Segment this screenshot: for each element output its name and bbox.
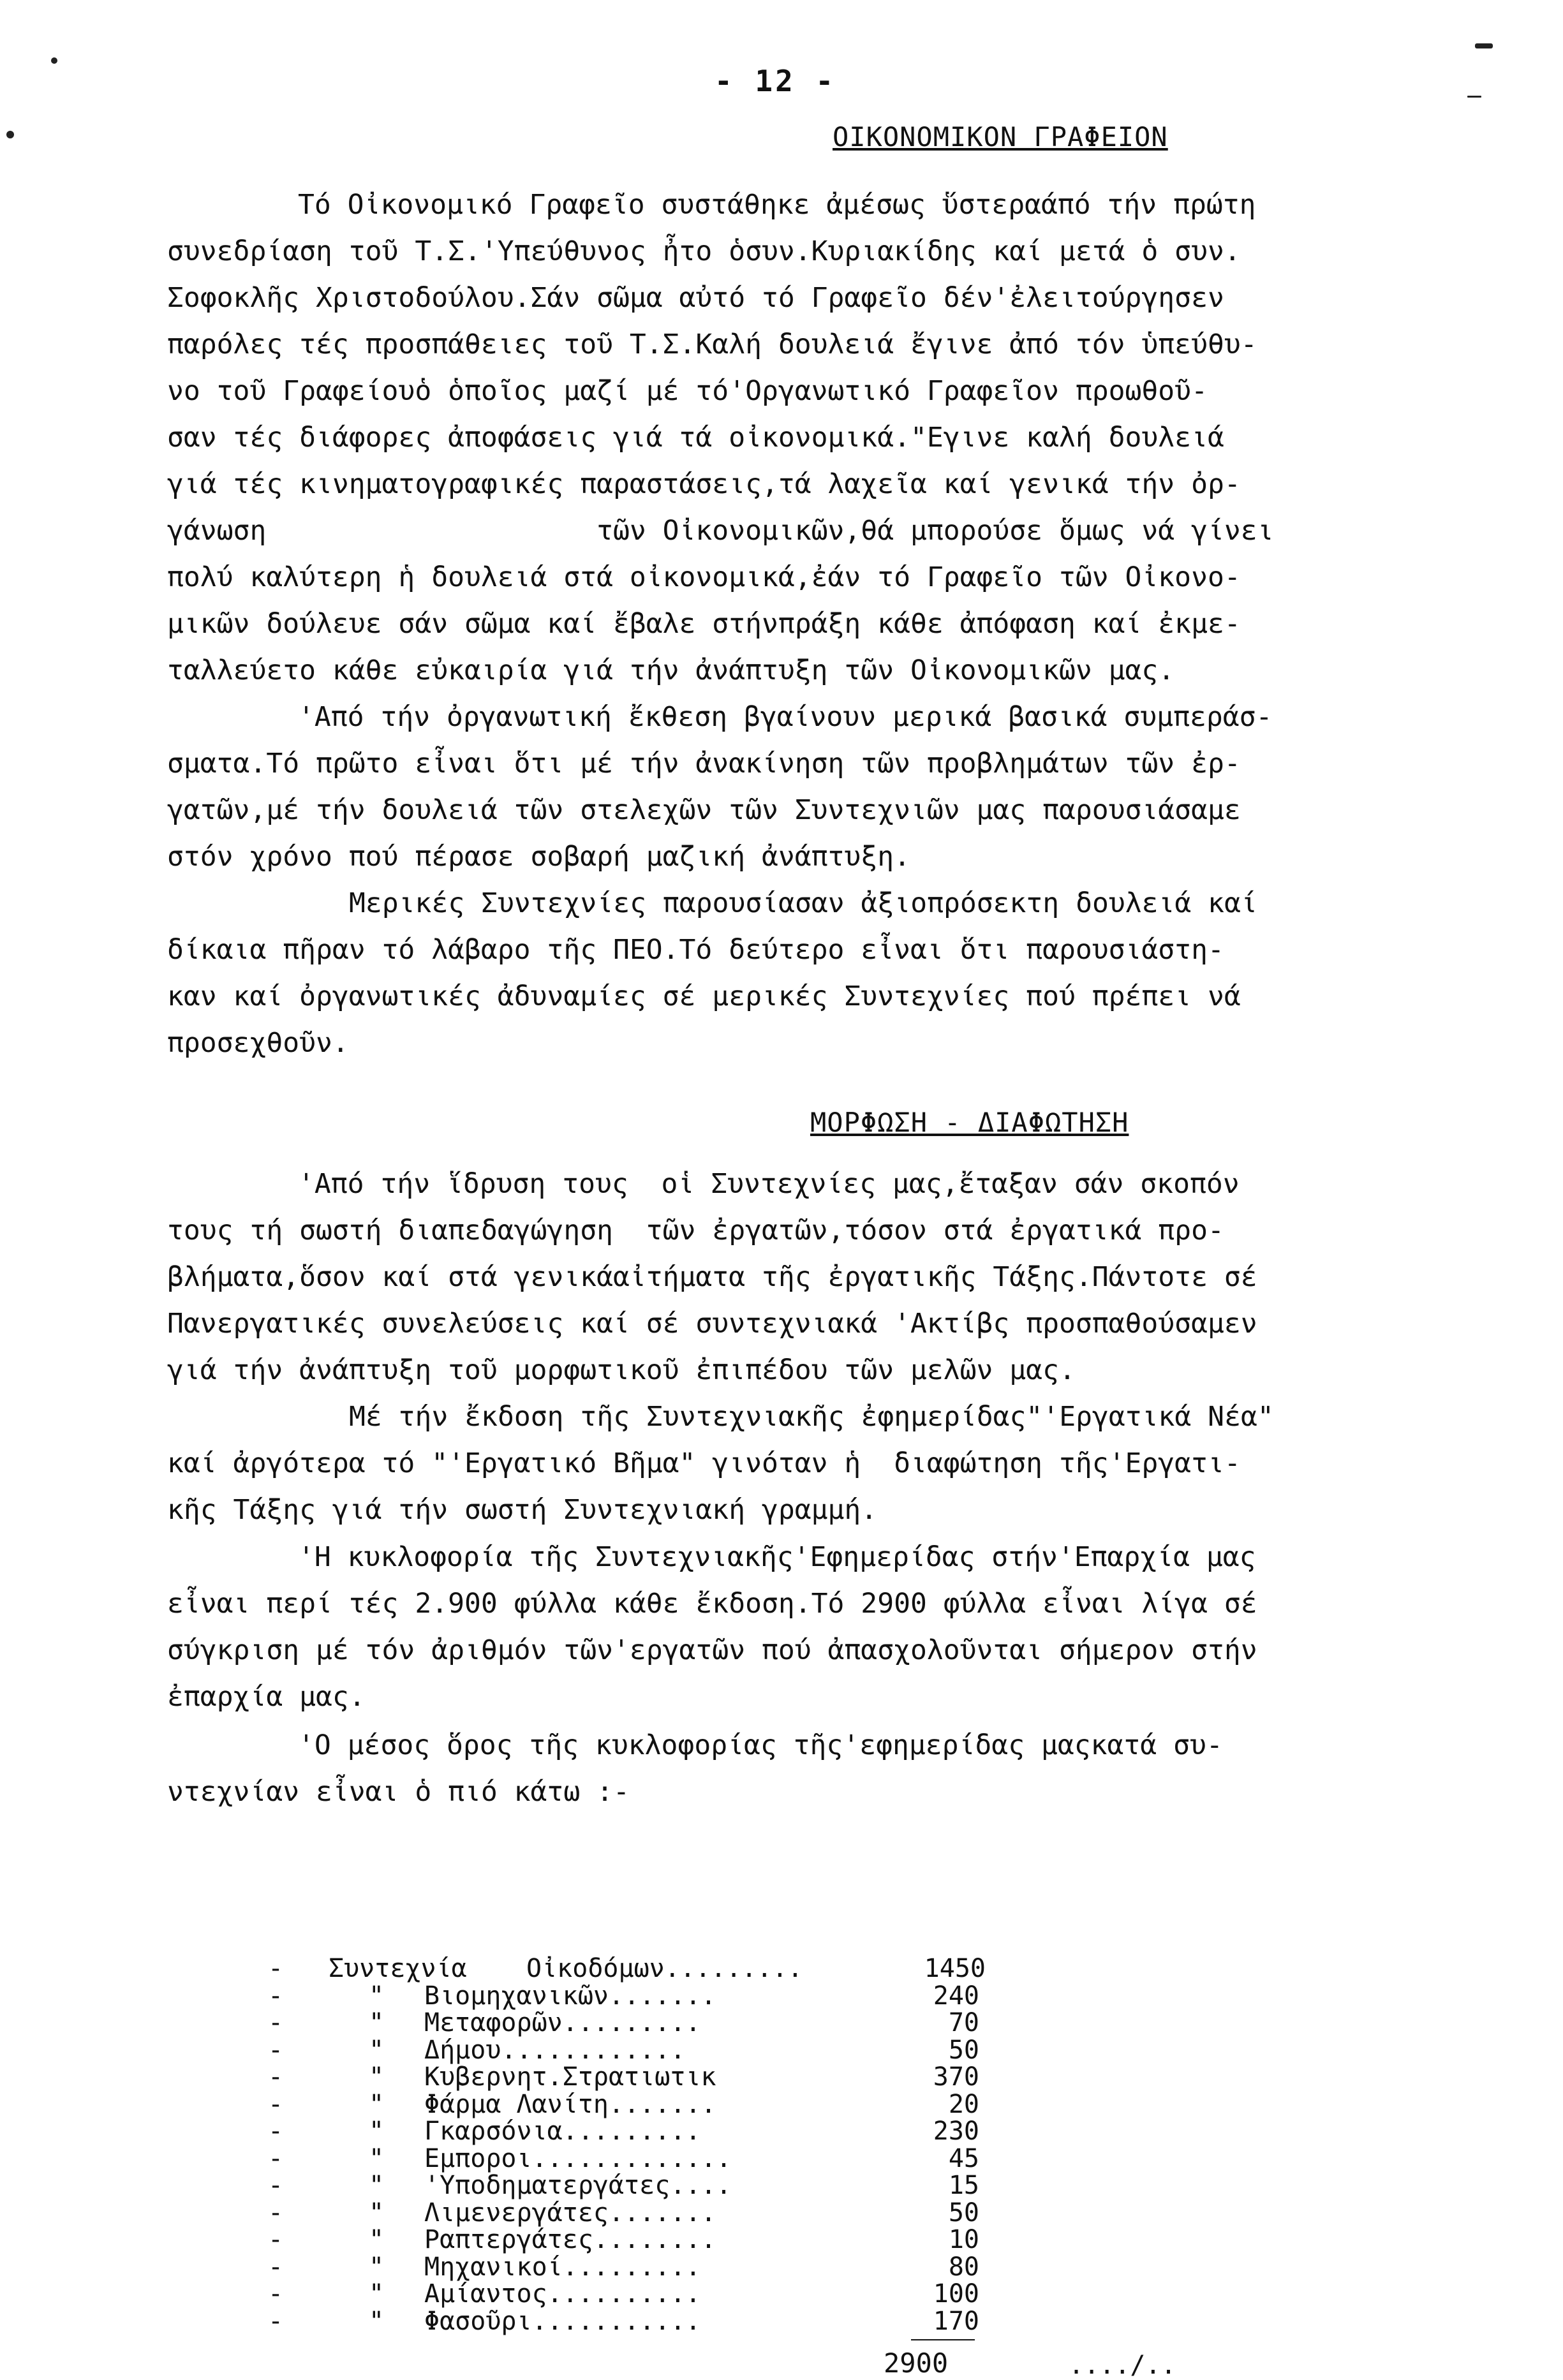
list-dash: - [268,2143,284,2173]
trade-name: Αμίαντος.......... [424,2279,701,2309]
circulation-count: 100 [933,2279,979,2309]
text-line: σαν τές διάφορες ἀποφάσεις γιά τά οἰκονομικά."Εγινε καλή δουλειά [167,422,1224,454]
scan-speck [1475,43,1493,48]
trade-name: Λιμενεργάτες....... [424,2198,716,2228]
circulation-count: 45 [948,2143,979,2173]
list-dash: - [268,2035,284,2065]
trade-name: Ραπτεργάτες........ [424,2225,716,2254]
paragraph [167,1722,1437,1815]
scan-speck [1467,96,1481,98]
ditto-mark: " [368,2117,385,2146]
list-dash: - [268,2089,284,2119]
text-line: 'Από τήν ὀργανωτική ἔκθεση βγαίνουν μερικά βασικά συμπεράσ- [298,701,1273,733]
text-line: Τό Οἰκονομικό Γραφεῖο συστάθηκε ἀμέσως ὕστεραάπό τήν πρώτη [298,189,1256,221]
table-row [268,1955,986,1983]
table-row [268,2199,986,2227]
text-line: δίκαια πῆραν τό λάβαρο τῆς ΠΕΟ.Τό δεύτερο εἶναι ὅτι παρουσιάστη- [167,934,1224,966]
trade-name: Γκαρσόνια......... [424,2117,701,2146]
circulation-count: 50 [948,2035,979,2065]
text-line: συνεδρίαση τοῦ Τ.Σ.'Υπεύθυνος ἦτο ὁσυν.Κυριακίδης καί μετά ὁ συν. [167,235,1241,267]
text-line: στόν χρόνο πού πέρασε σοβαρή μαζική ἀνάπτυξη. [167,841,910,873]
text-line: Σοφοκλῆς Χριστοδούλου.Σάν σῶμα αὐτό τό Γραφεῖο δέν'ἐλειτούργησεν [167,282,1224,314]
circulation-count: 10 [948,2225,979,2254]
ditto-mark: " [368,2171,385,2200]
circulation-total: 2900 [884,2347,949,2379]
list-dash: - [268,2062,284,2092]
trade-name: Φάρμα Λανίτη....... [424,2089,716,2119]
list-dash: - [268,1981,284,2011]
text-line: εἶναι περί τές 2.900 φύλλα κάθε ἔκδοση.Τό 2900 φύλλα εἶναι λίγα σέ [167,1588,1257,1620]
circulation-count: 170 [933,2306,979,2336]
text-line: καί ἀργότερα τό "'Εργατικό Βῆμα" γινόταν ἡ διαφώτηση τῆς'Εργατι- [167,1447,1241,1479]
circulation-table [268,1955,986,2335]
ditto-mark: " [368,2306,385,2336]
circulation-count: 370 [933,2062,979,2092]
trade-name: Οἰκοδόμων......... [526,1954,803,1983]
paragraph [167,1534,1437,1720]
circulation-count: 1450 [924,1954,986,1983]
text-line: γιά τήν ἀνάπτυξη τοῦ μορφωτικοῦ ἐπιπέδου τῶν μελῶν μας. [167,1354,1076,1386]
circulation-count: 50 [948,2198,979,2228]
text-line: καν καί ὀργανωτικές ἀδυναμίες σέ μερικές Συντεχνίες πού πρέπει νά [167,980,1241,1012]
circulation-count: 20 [948,2089,979,2119]
continuation-mark: ..../.. [1069,2351,1176,2380]
scan-speck [6,131,14,138]
paragraph [167,880,1437,1067]
section-heading-economics-office: ΟΙΚΟΝΟΜΙΚΟΝ ΓΡΑΦΕΙΟΝ [833,121,1168,152]
section-heading-education: ΜΟΡΦΩΣΗ - ΔΙΑΦΩΤΗΣΗ [810,1107,1129,1138]
text-line: τους τή σωστή διαπεδαγώγηση τῶν ἐργατῶν,τόσον στά ἐργατικά προ- [167,1215,1224,1246]
trade-name: Φασοῦρι........... [424,2306,701,2336]
text-line: Πανεργατικές συνελεύσεις καί σέ συντεχνιακά 'Ακτίβς προσπαθούσαμεν [167,1308,1257,1340]
ditto-mark: " [368,2279,385,2309]
ditto-mark: " [368,2062,385,2092]
table-row [268,1983,986,2010]
trade-name: Κυβερνητ.Στρατιωτικ [424,2062,716,2092]
list-dash: - [268,2306,284,2336]
sum-rule [911,2339,975,2340]
list-dash: - [268,2279,284,2309]
text-line: κῆς Τάξης γιά τήν σωστή Συντεχνιακή γραμμή. [167,1494,878,1526]
ditto-mark: " [368,2143,385,2173]
text-line: Μερικές Συντεχνίες παρουσίασαν ἀξιοπρόσεκτη δουλειά καί [349,887,1257,919]
table-row [268,2064,986,2091]
table-row [268,2254,986,2281]
text-line: νο τοῦ Γραφείουὁ ὁποῖος μαζί μέ τό'Οργανωτικό Γραφεῖον προωθοῦ- [167,375,1208,407]
scan-speck [51,57,57,64]
row-prefix: Συντεχνία [329,1954,467,1983]
text-line: Μέ τήν ἔκδοση τῆς Συντεχνιακῆς ἐφημερίδας"'Εργατικά Νέα" [349,1401,1274,1433]
trade-name: Δήμου............ [424,2035,686,2065]
list-dash: - [268,1954,284,1983]
text-line: βλήματα,ὅσον καί στά γενικάαἰτήματα τῆς ἐργατικῆς Τάξης.Πάντοτε σέ [167,1261,1257,1293]
circulation-count: 230 [933,2117,979,2146]
text-line: γιά τές κινηματογραφικές παραστάσεις,τά λαχεῖα καί γενικά τήν ὀρ- [167,468,1241,500]
text-line: σύγκριση μέ τόν ἀριθμόν τῶν'εργατῶν πού ἀπασχολοῦνται σήμερον στήν [167,1634,1257,1666]
text-line: 'Από τήν ἵδρυση τους οἱ Συντεχνίες μας,ἔταξαν σάν σκοπόν [298,1168,1240,1200]
ditto-mark: " [368,1981,385,2011]
circulation-count: 240 [933,1981,979,2011]
table-row [268,2172,986,2199]
table-row [268,2145,986,2173]
paragraph [167,694,1437,880]
table-row [268,2118,986,2145]
circulation-count: 80 [948,2252,979,2282]
ditto-mark: " [368,2089,385,2119]
ditto-mark: " [368,2198,385,2228]
text-line: 'Ο μέσος ὅρος τῆς κυκλοφορίας τῆς'εφημερίδας μαςκατά συ- [298,1729,1223,1761]
trade-name: 'Υποδηματεργάτες.... [424,2171,732,2200]
list-dash: - [268,2008,284,2037]
text-line: ταλλεύετο κάθε εὐκαιρία γιά τήν ἀνάπτυξη τῶν Οἰκονομικῶν μας. [167,654,1175,686]
table-row [268,2226,986,2254]
trade-name: Βιομηχανικῶν....... [424,1981,716,2011]
text-line: προσεχθοῦν. [167,1027,349,1059]
table-row [268,2009,986,2037]
text-line: πολύ καλύτερη ἡ δουλειά στά οἰκονομικά,ἐάν τό Γραφεῖο τῶν Οἰκονο- [167,561,1241,593]
text-line: 'Η κυκλοφορία τῆς Συντεχνιακῆς'Εφημερίδας στήν'Επαρχία μας [298,1541,1256,1573]
trade-name: Εμποροι............. [424,2143,732,2173]
list-dash: - [268,2225,284,2254]
table-row [268,2280,986,2308]
trade-name: Μεταφορῶν......... [424,2008,701,2037]
page-number: - 12 - [715,64,836,98]
circulation-count: 70 [948,2008,979,2037]
list-dash: - [268,2252,284,2282]
list-dash: - [268,2171,284,2200]
ditto-mark: " [368,2225,385,2254]
text-line: παρόλες τές προσπάθειες τοῦ Τ.Σ.Καλή δουλειά ἔγινε ἀπό τόν ὑπεύθυ- [167,329,1257,360]
circulation-count: 15 [948,2171,979,2200]
text-line: ντεχνίαν εἶναι ὁ πιό κάτω :- [167,1776,630,1808]
text-line: μικῶν δούλευε σάν σῶμα καί ἔβαλε στήνπράξη κάθε ἀπόφαση καί ἐκμε- [167,608,1241,640]
list-dash: - [268,2117,284,2146]
paragraph [167,182,1437,694]
paragraph [167,1161,1437,1394]
table-row [268,2037,986,2064]
list-dash: - [268,2198,284,2228]
trade-name: Μηχανικοί......... [424,2252,701,2282]
text-line: γατῶν,μέ τήν δουλειά τῶν στελεχῶν τῶν Συντεχνιῶν μας παρουσιάσαμε [167,794,1241,826]
text-line: σματα.Τό πρῶτο εἶναι ὅτι μέ τήν ἀνακίνηση τῶν προβλημάτων τῶν ἐρ- [167,748,1241,780]
text-line: γάνωση τῶν Οἰκονομικῶν,θά μπορούσε ὅμως νά γίνει [167,515,1274,547]
ditto-mark: " [368,2008,385,2037]
table-row [268,2308,986,2335]
text-line: ἐπαρχία μας. [167,1681,366,1713]
table-row [268,2091,986,2118]
paragraph [167,1394,1437,1534]
ditto-mark: " [368,2035,385,2065]
ditto-mark: " [368,2252,385,2282]
